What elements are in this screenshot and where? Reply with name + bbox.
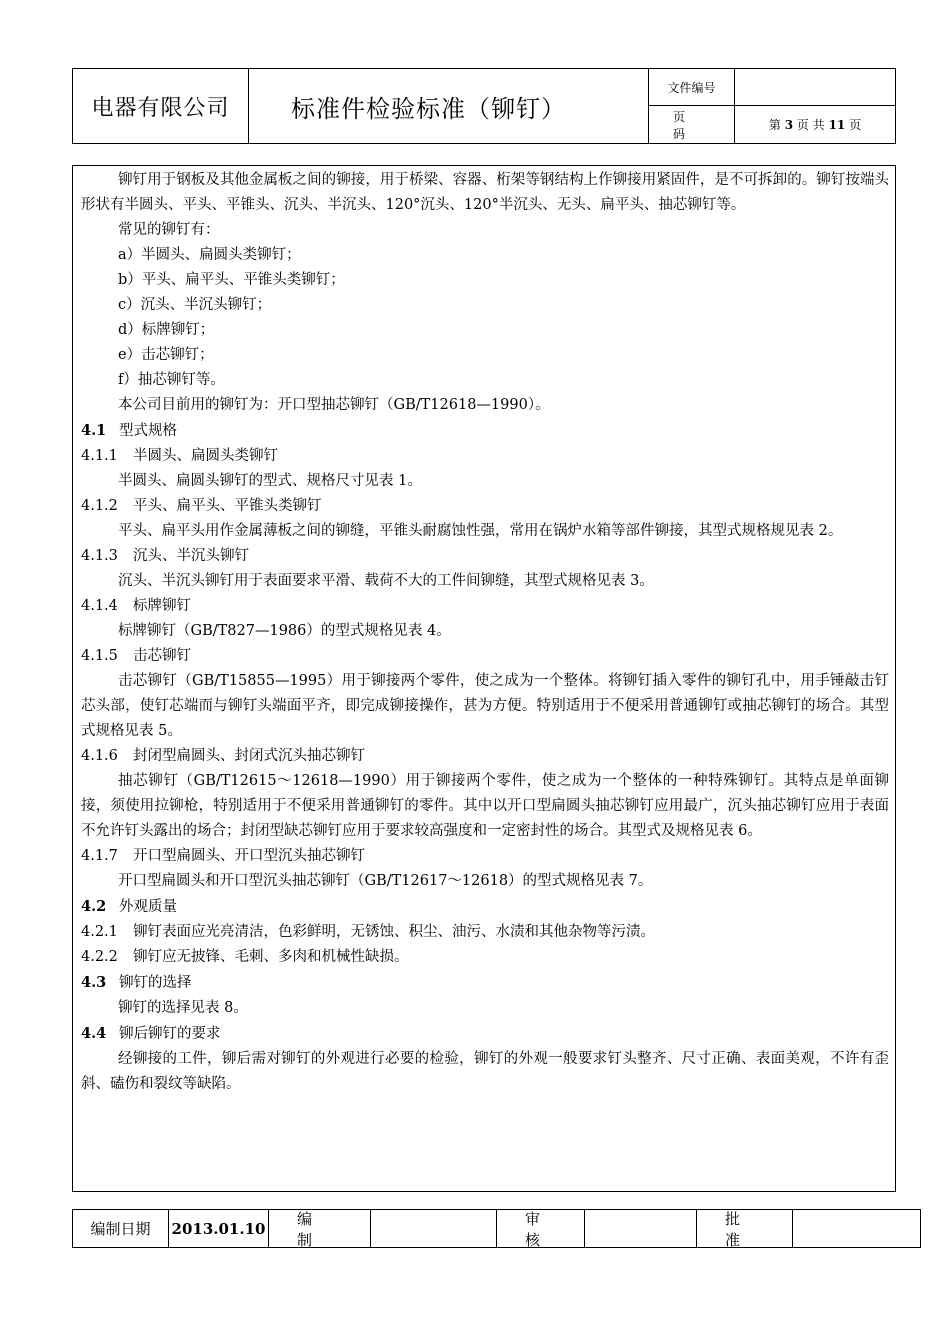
section-4-4-text: 经铆接的工件，铆后需对铆钉的外观进行必要的检验，铆钉的外观一般要求钉头整齐、尺寸正确、表面美观，不许有歪斜、磕伤和裂纹等缺陷。 [81, 1051, 889, 1092]
section-4-1-4-text: 标牌铆钉（GB/T827—1986）的型式规格见表 4。 [118, 623, 451, 639]
doc-number-label: 文件编号 [649, 69, 735, 106]
document-title: 标准件检验标准（铆钉） [249, 69, 649, 143]
section-4-1-5-text: 击芯铆钉（GB/T15855—1995）用于铆接两个零件，使之成为一个整体。将铆钉插入零件的铆钉孔中，用手锤敲击钉芯头部，使钉芯端而与铆钉头端面平齐，即完成铆接操作，甚为方便。特别适用于不便采用普通铆钉或抽芯铆钉的场合。其型式规格见表 5。 [81, 673, 889, 739]
section-4-1-3-text: 沉头、半沉头铆钉用于表面要求平滑、载荷不大的工件间铆缝，其型式规格见表 3。 [118, 573, 654, 589]
section-4-1-1-text: 半圆头、扁圆头铆钉的型式、规格尺寸见表 1。 [118, 473, 422, 489]
document-body [81, 168, 889, 1097]
compile-value [371, 1210, 497, 1247]
review-label: 审核 [497, 1210, 585, 1247]
section-4-1-1-heading: 4.1.1 半圆头、扁圆头类铆钉 [81, 448, 278, 464]
current-use-paragraph: 本公司目前用的铆钉为：开口型抽芯铆钉（GB/T12618—1990）。 [118, 397, 550, 413]
section-4-1-6-text: 抽芯铆钉（GB/T12615～12618—1990）用于铆接两个零件，使之成为一个整体的一种特殊铆钉。其特点是单面铆接，须使用拉铆枪，特别适用于不便采用普通铆钉的零件。其中以开口型扁圆头抽芯铆钉应用最广，沉头抽芯铆钉应用于表面不允许钉头露出的场合；封闭型缺芯铆钉应用于要求较高强度和一定密封性的场合。其型式及规格见表 6。 [81, 773, 889, 839]
footer-table [72, 1209, 921, 1248]
page-label: 页码 [649, 106, 735, 143]
section-4-2-1: 4.2.1 铆钉表面应光亮清洁，色彩鲜明，无锈蚀、积尘、油污、水渍和其他杂物等污渍。 [81, 924, 655, 940]
header-table [72, 68, 896, 144]
section-4-4-heading: 4.4 铆后铆钉的要求 [81, 1025, 221, 1042]
section-4-1-3-heading: 4.1.3 沉头、半沉头铆钉 [81, 548, 249, 564]
section-4-1-2-heading: 4.1.2 平头、扁平头、平锥头类铆钉 [81, 498, 322, 514]
section-4-3-text: 铆钉的选择见表 8。 [118, 1000, 248, 1016]
page-mid: 页 共 [796, 118, 825, 132]
approve-label: 批准 [697, 1210, 793, 1247]
list-item: a）半圆头、扁圆头类铆钉； [118, 247, 301, 263]
company-name: 电器有限公司 [73, 69, 249, 143]
page-suffix: 页 [849, 118, 862, 132]
section-4-3-heading: 4.3 铆钉的选择 [81, 974, 192, 991]
date-label: 编制日期 [73, 1210, 169, 1247]
section-4-1-7-heading: 4.1.7 开口型扁圆头、开口型沉头抽芯铆钉 [81, 848, 365, 864]
section-4-1-2-text: 平头、扁平头用作金属薄板之间的铆缝，平锥头耐腐蚀性强，常用在锅炉水箱等部件铆接，其型式规格规见表 2。 [118, 523, 843, 539]
date-value: 2013.01.10 [169, 1210, 269, 1247]
intro-paragraph: 铆钉用于钢板及其他金属板之间的铆接，用于桥梁、容器、桁架等钢结构上作铆接用紧固件，是不可拆卸的。铆钉按端头形状有半圆头、平头、平锥头、沉头、半沉头、120°沉头、120°半沉头、无头、扁平头、抽芯铆钉等。 [81, 172, 889, 213]
common-rivets-title: 常见的铆钉有： [118, 222, 220, 238]
page-prefix: 第 [768, 118, 781, 132]
list-item: f）抽芯铆钉等。 [118, 372, 225, 388]
list-item: d）标牌铆钉； [118, 322, 215, 338]
page-total: 11 [828, 117, 846, 132]
list-item: b）平头、扁平头、平锥头类铆钉； [118, 272, 345, 288]
section-4-2-heading: 4.2 外观质量 [81, 898, 177, 915]
section-4-1-heading: 4.1 型式规格 [81, 422, 177, 439]
content-frame [72, 165, 896, 1192]
page-indicator [735, 106, 895, 143]
review-value [585, 1210, 697, 1247]
section-4-1-7-text: 开口型扁圆头和开口型沉头抽芯铆钉（GB/T12617～12618）的型式规格见表 7。 [118, 873, 653, 889]
section-4-2-2: 4.2.2 铆钉应无披锋、毛刺、多肉和机械性缺损。 [81, 949, 409, 965]
list-item: c）沉头、半沉头铆钉； [118, 297, 272, 313]
approve-value [793, 1210, 920, 1247]
list-item: e）击芯铆钉； [118, 347, 214, 363]
section-4-1-5-heading: 4.1.5 击芯铆钉 [81, 648, 191, 664]
section-4-1-6-heading: 4.1.6 封闭型扁圆头、封闭式沉头抽芯铆钉 [81, 748, 365, 764]
section-4-1-4-heading: 4.1.4 标牌铆钉 [81, 598, 191, 614]
page-current: 3 [784, 117, 794, 132]
compile-label: 编制 [269, 1210, 371, 1247]
doc-number-value [735, 69, 895, 106]
